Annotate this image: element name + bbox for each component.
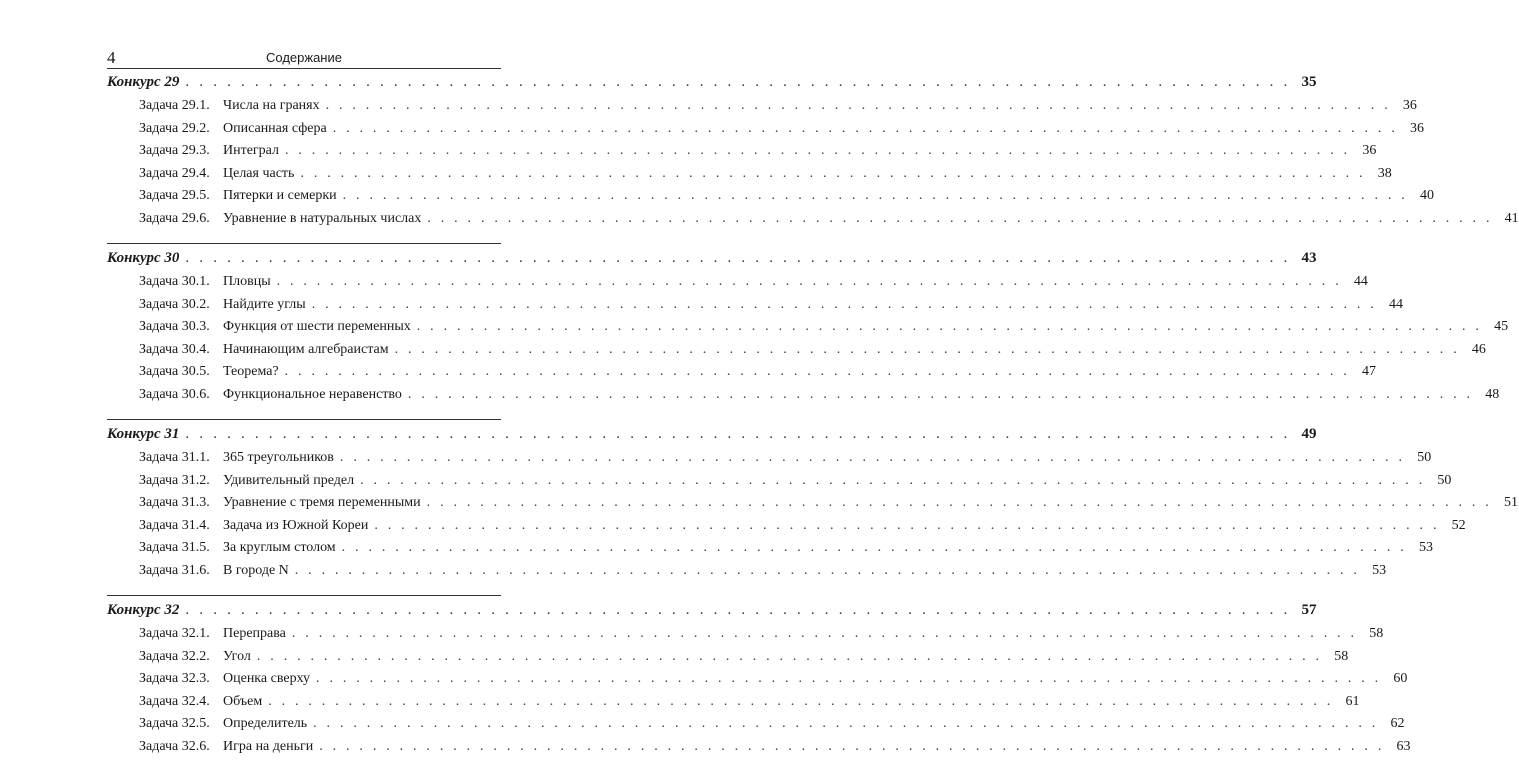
task-code: Задача 32.5. bbox=[139, 716, 210, 731]
task-name: Объем bbox=[223, 693, 263, 709]
task-code: Задача 30.5. bbox=[139, 364, 210, 379]
task-name: Начинающим алгебраистам bbox=[223, 341, 389, 357]
task-label bbox=[139, 364, 279, 380]
task-name: Уравнение в натуральных числах bbox=[223, 210, 422, 226]
task-page: 45 bbox=[1494, 319, 1509, 334]
task-page: 36 bbox=[1410, 120, 1425, 136]
dot-leader: . . . . . . . . . . . . . . . . . . . . . . . . . . . . . . . . . . . . . . . . . . . . . . . . . . . . . . . . . . . . . . . . . . . . . . . . . . . . . . . . bbox=[316, 671, 1382, 686]
task-name: Пловцы bbox=[223, 274, 271, 289]
task-page: 63 bbox=[1396, 738, 1411, 754]
task-page: 61 bbox=[1345, 693, 1360, 709]
task-code: Задача 29.4. bbox=[139, 165, 210, 181]
task-page: 52 bbox=[1451, 517, 1466, 533]
task-page: 60 bbox=[1393, 671, 1408, 686]
dot-leader: . . . . . . . . . . . . . . . . . . . . . . . . . . . . . . . . . . . . . . . . . . . . . . . . . . . . . . . . . . . . . . . . . . . . . . . . . . . . . . . . bbox=[319, 738, 1385, 754]
task-entry[interactable] bbox=[107, 319, 1509, 342]
task-label bbox=[139, 98, 320, 114]
task-label bbox=[139, 671, 310, 687]
task-label bbox=[139, 188, 337, 204]
dot-leader: . . . . . . . . . . . . . . . . . . . . . . . . . . . . . . . . . . . . . . . . . . . . . . . . . . . . . . . . . . . . . . . . . . . . . . . . . . . . . . . . bbox=[276, 274, 1342, 289]
task-code: Задача 29.6. bbox=[139, 210, 210, 226]
task-code: Задача 32.3. bbox=[139, 671, 210, 686]
dot-leader: . . . . . . . . . . . . . . . . . . . . . . . . . . . . . . . . . . . . . . . . . . . . . . . . . . . . . . . . . . . . . . . . . . . . . . . . . . . . . . . . bbox=[185, 250, 1291, 266]
task-entry[interactable] bbox=[107, 98, 1417, 121]
task-page: 46 bbox=[1471, 341, 1486, 357]
toc-section bbox=[107, 74, 1519, 244]
contest-page: 57 bbox=[1301, 602, 1317, 618]
task-code: Задача 30.2. bbox=[139, 296, 210, 312]
dot-leader: . . . . . . . . . . . . . . . . . . . . . . . . . . . . . . . . . . . . . . . . . . . . . . . . . . . . . . . . . . . . . . . . . . . . . . . . . . . . . . . . bbox=[374, 517, 1440, 533]
contest-page: 49 bbox=[1301, 426, 1317, 442]
task-entry[interactable] bbox=[107, 210, 1519, 234]
task-entry[interactable] bbox=[107, 648, 1349, 672]
task-entry[interactable] bbox=[107, 188, 1434, 211]
dot-leader: . . . . . . . . . . . . . . . . . . . . . . . . . . . . . . . . . . . . . . . . . . . . . . . . . . . . . . . . . . . . . . . . . . . . . . . . . . . . . . . . bbox=[342, 188, 1408, 203]
table-of-contents bbox=[107, 74, 1519, 777]
task-page: 44 bbox=[1389, 296, 1403, 312]
task-page: 58 bbox=[1369, 626, 1384, 641]
task-code: Задача 30.4. bbox=[139, 341, 210, 357]
task-entry[interactable] bbox=[107, 671, 1408, 694]
task-code: Задача 30.3. bbox=[139, 319, 210, 334]
task-code: Задача 32.4. bbox=[139, 693, 210, 709]
task-entry[interactable] bbox=[107, 165, 1392, 189]
task-name: Функциональное неравенство bbox=[223, 386, 402, 402]
task-page: 50 bbox=[1437, 472, 1452, 488]
task-entry[interactable] bbox=[107, 693, 1360, 717]
task-page: 53 bbox=[1372, 562, 1387, 578]
task-entry[interactable] bbox=[107, 341, 1486, 365]
task-name: За круглым столом bbox=[223, 540, 336, 555]
task-page: 36 bbox=[1402, 98, 1417, 113]
task-entry[interactable] bbox=[107, 562, 1387, 586]
task-label bbox=[139, 319, 411, 335]
contest-entry[interactable] bbox=[107, 74, 1317, 98]
task-name: 365 треугольников bbox=[223, 450, 334, 465]
task-code: Задача 31.4. bbox=[139, 517, 210, 533]
dot-leader: . . . . . . . . . . . . . . . . . . . . . . . . . . . . . . . . . . . . . . . . . . . . . . . . . . . . . . . . . . . . . . . . . . . . . . . . . . . . . . . . bbox=[291, 626, 1358, 641]
contest-entry[interactable] bbox=[107, 602, 1317, 626]
dot-leader: . . . . . . . . . . . . . . . . . . . . . . . . . . . . . . . . . . . . . . . . . . . . . . . . . . . . . . . . . . . . . . . . . . . . . . . . . . . . . . . . bbox=[339, 450, 1406, 465]
task-entry[interactable] bbox=[107, 495, 1518, 518]
task-entry[interactable] bbox=[107, 540, 1433, 563]
page-number: 4 bbox=[107, 48, 116, 67]
task-code: Задача 30.6. bbox=[139, 386, 210, 402]
task-name: Определитель bbox=[223, 716, 308, 731]
dot-leader: . . . . . . . . . . . . . . . . . . . . . . . . . . . . . . . . . . . . . . . . . . . . . . . . . . . . . . . . . . . . . . . . . . . . . . . . . . . . . . . . bbox=[300, 165, 1366, 181]
task-label bbox=[139, 297, 306, 313]
task-name: Функция от шести переменных bbox=[223, 319, 411, 334]
dot-leader: . . . . . . . . . . . . . . . . . . . . . . . . . . . . . . . . . . . . . . . . . . . . . . . . . . . . . . . . . . . . . . . . . . . . . . . . . . . . . . . . bbox=[332, 120, 1399, 136]
task-entry[interactable] bbox=[107, 472, 1452, 496]
task-code: Задача 29.1. bbox=[139, 98, 210, 113]
dot-leader: . . . . . . . . . . . . . . . . . . . . . . . . . . . . . . . . . . . . . . . . . . . . . . . . . . . . . . . . . . . . . . . . . . . . . . . . . . . . . . . . bbox=[416, 319, 1483, 334]
task-label bbox=[139, 518, 368, 534]
task-label bbox=[139, 649, 251, 665]
dot-leader: . . . . . . . . . . . . . . . . . . . . . . . . . . . . . . . . . . . . . . . . . . . . . . . . . . . . . . . . . . . . . . . . . . . . . . . . . . . . . . . . bbox=[360, 472, 1426, 488]
task-label bbox=[139, 563, 289, 579]
task-label bbox=[139, 716, 307, 732]
task-label bbox=[139, 450, 334, 466]
task-label bbox=[139, 166, 294, 182]
task-label bbox=[139, 540, 336, 556]
task-code: Задача 32.2. bbox=[139, 648, 210, 664]
task-name: Удивительный предел bbox=[223, 472, 355, 488]
task-name: В городе N bbox=[223, 562, 289, 578]
task-page: 38 bbox=[1377, 165, 1392, 181]
dot-leader: . . . . . . . . . . . . . . . . . . . . . . . . . . . . . . . . . . . . . . . . . . . . . . . . . . . . . . . . . . . . . . . . . . . . . . . . . . . . . . . . bbox=[341, 540, 1407, 555]
task-name: Описанная сфера bbox=[223, 120, 327, 136]
task-label bbox=[139, 626, 286, 642]
task-page: 40 bbox=[1419, 188, 1434, 203]
toc-section bbox=[107, 250, 1509, 420]
task-name: Уравнение с тремя переменными bbox=[223, 495, 421, 510]
task-page: 48 bbox=[1485, 386, 1500, 402]
task-page: 51 bbox=[1503, 495, 1518, 510]
page-header bbox=[107, 44, 501, 69]
task-code: Задача 29.3. bbox=[139, 143, 210, 158]
dot-leader: . . . . . . . . . . . . . . . . . . . . . . . . . . . . . . . . . . . . . . . . . . . . . . . . . . . . . . . . . . . . . . . . . . . . . . . . . . . . . . . . bbox=[313, 716, 1379, 731]
task-page: 62 bbox=[1390, 716, 1405, 731]
task-code: Задача 29.2. bbox=[139, 120, 210, 136]
task-entry[interactable] bbox=[107, 143, 1377, 166]
task-name: Теорема? bbox=[223, 364, 279, 379]
dot-leader: . . . . . . . . . . . . . . . . . . . . . . . . . . . . . . . . . . . . . . . . . . . . . . . . . . . . . . . . . . . . . . . . . . . . . . . . . . . . . . . . bbox=[394, 341, 1460, 357]
task-name: Переправа bbox=[223, 626, 286, 641]
task-name: Угол bbox=[223, 648, 251, 664]
task-code: Задача 31.5. bbox=[139, 540, 210, 555]
dot-leader: . . . . . . . . . . . . . . . . . . . . . . . . . . . . . . . . . . . . . . . . . . . . . . . . . . . . . . . . . . . . . . . . . . . . . . . . . . . . . . . . bbox=[426, 495, 1492, 510]
task-code: Задача 31.1. bbox=[139, 450, 210, 465]
running-title: Содержание bbox=[266, 50, 342, 65]
task-page: 50 bbox=[1417, 450, 1432, 465]
contest-entry[interactable] bbox=[107, 426, 1317, 450]
contest-title: Конкурс 29 bbox=[107, 74, 180, 90]
task-entry[interactable] bbox=[107, 120, 1425, 144]
task-label bbox=[139, 387, 402, 403]
task-entry[interactable] bbox=[107, 517, 1466, 541]
task-entry[interactable] bbox=[107, 450, 1432, 473]
task-code: Задача 30.1. bbox=[139, 274, 210, 289]
task-label bbox=[139, 121, 327, 137]
dot-leader: . . . . . . . . . . . . . . . . . . . . . . . . . . . . . . . . . . . . . . . . . . . . . . . . . . . . . . . . . . . . . . . . . . . . . . . . . . . . . . . . bbox=[407, 386, 1474, 402]
task-entry[interactable] bbox=[107, 626, 1384, 649]
dot-leader: . . . . . . . . . . . . . . . . . . . . . . . . . . . . . . . . . . . . . . . . . . . . . . . . . . . . . . . . . . . . . . . . . . . . . . . . . . . . . . . . bbox=[325, 98, 1391, 113]
task-name: Целая часть bbox=[223, 165, 295, 181]
task-label bbox=[139, 211, 421, 227]
task-label bbox=[139, 274, 271, 290]
dot-leader: . . . . . . . . . . . . . . . . . . . . . . . . . . . . . . . . . . . . . . . . . . . . . . . . . . . . . . . . . . . . . . . . . . . . . . . . . . . . . . . . bbox=[427, 210, 1493, 226]
toc-section bbox=[107, 426, 1518, 596]
task-name: Найдите углы bbox=[223, 296, 306, 312]
contest-title: Конкурс 31 bbox=[107, 426, 180, 442]
task-entry[interactable] bbox=[107, 738, 1411, 762]
task-page: 47 bbox=[1361, 364, 1376, 379]
task-code: Задача 32.1. bbox=[139, 626, 210, 641]
task-entry[interactable] bbox=[107, 386, 1500, 410]
task-code: Задача 29.5. bbox=[139, 188, 210, 203]
dot-leader: . . . . . . . . . . . . . . . . . . . . . . . . . . . . . . . . . . . . . . . . . . . . . . . . . . . . . . . . . . . . . . . . . . . . . . . . . . . . . . . . bbox=[268, 693, 1334, 709]
task-entry[interactable] bbox=[107, 716, 1405, 739]
dot-leader: . . . . . . . . . . . . . . . . . . . . . . . . . . . . . . . . . . . . . . . . . . . . . . . . . . . . . . . . . . . . . . . . . . . . . . . . . . . . . . . . bbox=[185, 602, 1291, 618]
dot-leader: . . . . . . . . . . . . . . . . . . . . . . . . . . . . . . . . . . . . . . . . . . . . . . . . . . . . . . . . . . . . . . . . . . . . . . . . . . . . . . . . bbox=[294, 562, 1361, 578]
contest-entry[interactable] bbox=[107, 250, 1317, 274]
task-page: 36 bbox=[1362, 143, 1377, 158]
task-entry[interactable] bbox=[107, 274, 1368, 297]
task-name: Интеграл bbox=[223, 143, 279, 158]
task-label bbox=[139, 143, 279, 159]
toc-section bbox=[107, 602, 1411, 771]
task-page: 53 bbox=[1418, 540, 1433, 555]
dot-leader: . . . . . . . . . . . . . . . . . . . . . . . . . . . . . . . . . . . . . . . . . . . . . . . . . . . . . . . . . . . . . . . . . . . . . . . . . . . . . . . . bbox=[284, 364, 1350, 379]
dot-leader: . . . . . . . . . . . . . . . . . . . . . . . . . . . . . . . . . . . . . . . . . . . . . . . . . . . . . . . . . . . . . . . . . . . . . . . . . . . . . . . . bbox=[256, 648, 1323, 664]
contest-title: Конкурс 30 bbox=[107, 250, 180, 266]
task-code: Задача 31.2. bbox=[139, 472, 210, 488]
task-code: Задача 31.3. bbox=[139, 495, 210, 510]
task-name: Игра на деньги bbox=[223, 738, 314, 754]
task-page: 41 bbox=[1504, 210, 1519, 226]
task-entry[interactable] bbox=[107, 296, 1403, 320]
contest-title: Конкурс 32 bbox=[107, 602, 180, 618]
dot-leader: . . . . . . . . . . . . . . . . . . . . . . . . . . . . . . . . . . . . . . . . . . . . . . . . . . . . . . . . . . . . . . . . . . . . . . . . . . . . . . . . bbox=[311, 296, 1377, 312]
dot-leader: . . . . . . . . . . . . . . . . . . . . . . . . . . . . . . . . . . . . . . . . . . . . . . . . . . . . . . . . . . . . . . . . . . . . . . . . . . . . . . . . bbox=[185, 426, 1291, 442]
task-label bbox=[139, 739, 313, 755]
task-name: Задача из Южной Кореи bbox=[223, 517, 369, 533]
task-label bbox=[139, 495, 421, 511]
task-code: Задача 31.6. bbox=[139, 562, 210, 578]
task-label bbox=[139, 694, 262, 710]
dot-leader: . . . . . . . . . . . . . . . . . . . . . . . . . . . . . . . . . . . . . . . . . . . . . . . . . . . . . . . . . . . . . . . . . . . . . . . . . . . . . . . . bbox=[185, 74, 1291, 90]
task-name: Числа на гранях bbox=[223, 98, 320, 113]
task-page: 44 bbox=[1353, 274, 1368, 289]
task-code: Задача 32.6. bbox=[139, 738, 210, 754]
task-label bbox=[139, 473, 354, 489]
contest-page: 35 bbox=[1301, 74, 1317, 90]
task-label bbox=[139, 342, 389, 358]
dot-leader: . . . . . . . . . . . . . . . . . . . . . . . . . . . . . . . . . . . . . . . . . . . . . . . . . . . . . . . . . . . . . . . . . . . . . . . . . . . . . . . . bbox=[285, 143, 1351, 158]
task-name: Оценка сверху bbox=[223, 671, 311, 686]
task-page: 58 bbox=[1334, 648, 1349, 664]
task-name: Пятерки и семерки bbox=[223, 188, 337, 203]
task-entry[interactable] bbox=[107, 364, 1376, 387]
contest-page: 43 bbox=[1301, 250, 1317, 266]
